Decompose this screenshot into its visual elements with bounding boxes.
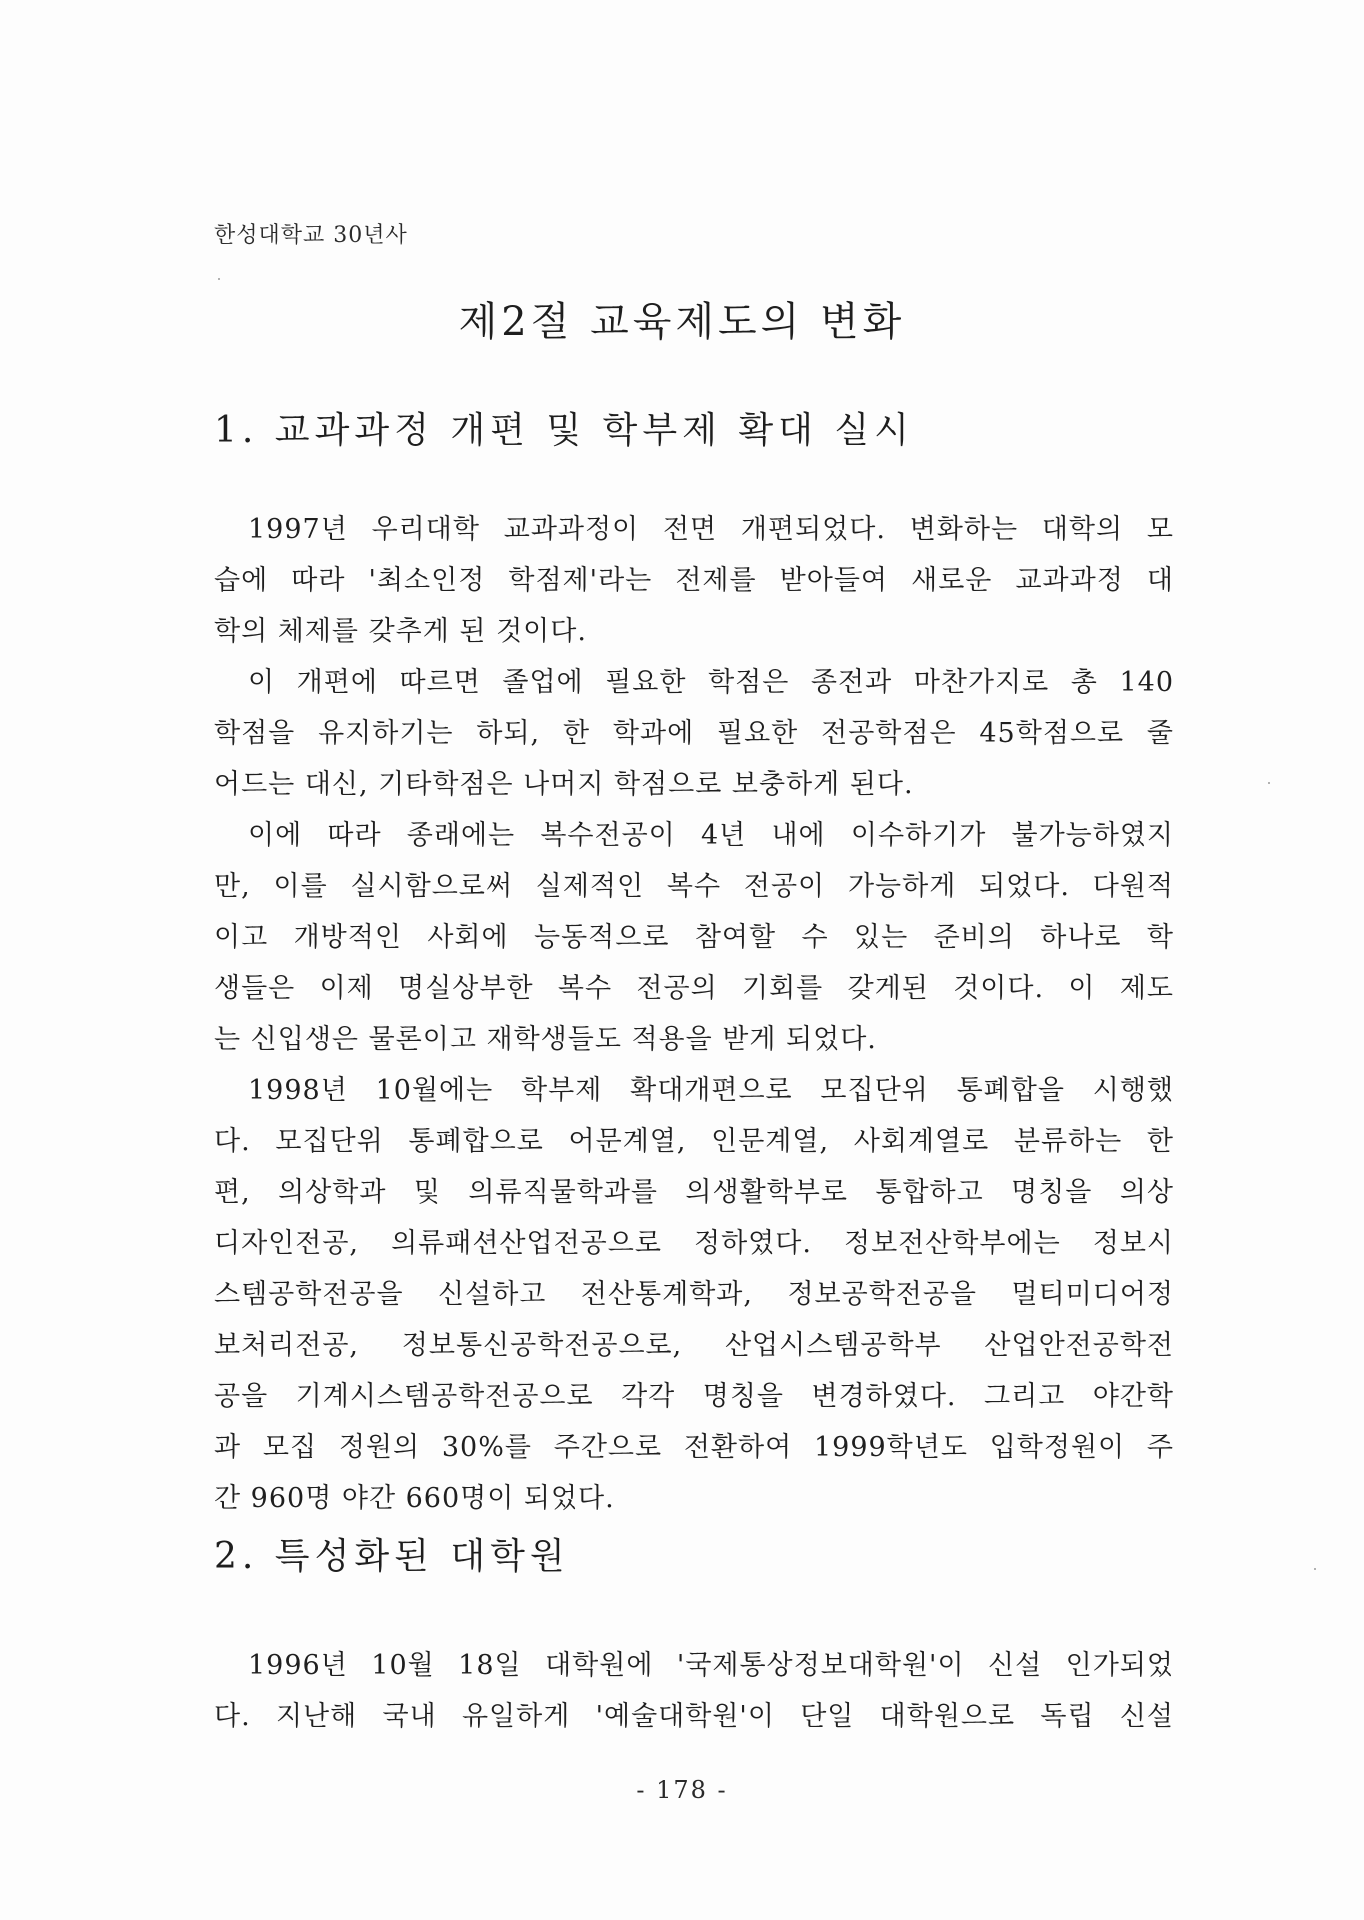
chapter-title: 제2절 교육제도의 변화 [458,299,906,345]
running-header: 한성대학교 30년사 [214,223,408,248]
paragraph-line: 학점을 유지하기는 하되, 한 학과에 필요한 전공학점은 45학점으로 줄 [214,718,1174,749]
paragraph-line: 보처리전공, 정보통신공학전공으로, 산업시스템공학부 산업안전공학전 [214,1330,1174,1361]
paragraph-line: 1996년 10월 18일 대학원에 '국제통상정보대학원'이 신설 인가되었 [248,1650,1174,1681]
paragraph-line: 이 개편에 따르면 졸업에 필요한 학점은 종전과 마찬가지로 총 140 [248,667,1174,698]
paragraph-line: 1997년 우리대학 교과과정이 전면 개편되었다. 변화하는 대학의 모 [248,514,1174,545]
scan-speck [1314,1568,1316,1570]
paragraph-line: 어드는 대신, 기타학점은 나머지 학점으로 보충하게 된다. [214,769,914,800]
paragraph-line: 공을 기계시스템공학전공으로 각각 명칭을 변경하였다. 그리고 야간학 [214,1381,1174,1412]
paragraph-line: 간 960명 야간 660명이 되었다. [214,1483,615,1514]
paragraph-line: 편, 의상학과 및 의류직물학과를 의생활학부로 통합하고 명칭을 의상 [214,1177,1174,1208]
section-heading: 1. 교과과정 개편 및 학부제 확대 실시 [214,410,914,451]
paragraph-line: 생들은 이제 명실상부한 복수 전공의 기회를 갖게된 것이다. 이 제도 [214,973,1174,1004]
paragraph-line: 습에 따라 '최소인정 학점제'라는 전제를 받아들여 새로운 교과과정 대 [214,565,1174,596]
paragraph-line: 디자인전공, 의류패션산업전공으로 정하였다. 정보전산학부에는 정보시 [214,1228,1174,1259]
paragraph-line: 다. 지난해 국내 유일하게 '예술대학원'이 단일 대학원으로 독립 신설 [214,1701,1174,1732]
paragraph-line: 이고 개방적인 사회에 능동적으로 참여할 수 있는 준비의 하나로 학 [214,922,1174,953]
paragraph-line: 스템공학전공을 신설하고 전산통계학과, 정보공학전공을 멀티미디어정 [214,1279,1174,1310]
paragraph-line: 1998년 10월에는 학부제 확대개편으로 모집단위 통폐합을 시행했 [248,1075,1174,1106]
paragraph-line: 학의 체제를 갖추게 된 것이다. [214,616,587,647]
section-body [214,504,1174,1524]
page-number: - 178 - [636,1776,728,1804]
paragraph-line: 만, 이를 실시함으로써 실제적인 복수 전공이 가능하게 되었다. 다원적 [214,871,1174,902]
paragraph-line: 는 신입생은 물론이고 재학생들도 적용을 받게 되었다. [214,1024,877,1055]
paragraph-line: 과 모집 정원의 30%를 주간으로 전환하여 1999학년도 입학정원이 주 [214,1432,1174,1463]
paragraph-line: 이에 따라 종래에는 복수전공이 4년 내에 이수하기가 불가능하였지 [248,820,1174,851]
section-body [214,1640,1174,1742]
scan-speck [218,278,220,280]
paragraph-line: 다. 모집단위 통폐합으로 어문계열, 인문계열, 사회계열로 분류하는 한 [214,1126,1174,1157]
scan-speck [1268,782,1270,784]
section-heading: 2. 특성화된 대학원 [214,1536,570,1577]
